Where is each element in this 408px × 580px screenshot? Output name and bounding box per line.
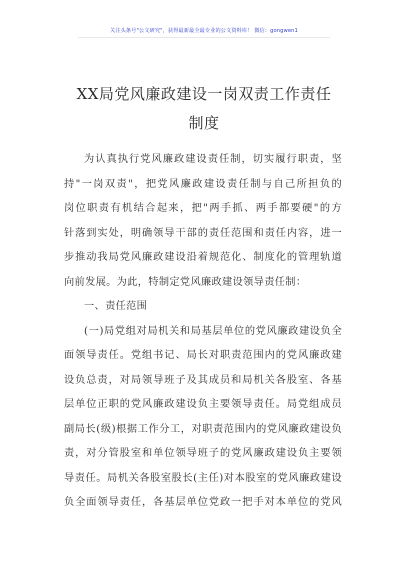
section1-line: (一)局党组对局机关和局基层单位的党风廉政建设负全 bbox=[84, 325, 342, 337]
intro-line: 向前发展。为此，特制定党风廉政建设领导责任制： bbox=[64, 276, 307, 288]
section1-line: 副局长(级)根据工作分工，对职责范围内的党风廉政建设负 bbox=[64, 423, 342, 435]
section-heading: 一、责任范围 bbox=[84, 301, 148, 312]
section1-line: 层单位正职的党风廉政建设负主要领导责任。局党组成员 bbox=[64, 399, 342, 410]
section1-line: 负全面领导责任，各基层单位党政一把手对本单位的党风 bbox=[64, 497, 342, 508]
intro-line: 针落到实处，明确领导干部的责任范围和责任内容，进一 bbox=[64, 227, 342, 239]
intro-line: 岗位职责有机结合起来，把"两手抓、两手都要硬"的方 bbox=[64, 203, 342, 214]
intro-paragraph bbox=[64, 148, 342, 320]
document-title-line-2: 制度 bbox=[188, 114, 220, 132]
section1-line: 导责任。局机关各股室股长(主任)对本股室的党风廉政建设 bbox=[64, 472, 342, 484]
intro-line: 步推动我局党风廉政建设沿着规范化、制度化的管理轨道 bbox=[64, 252, 342, 263]
section1-line: 设负总责，对局领导班子及其成员和局机关各股室、各基 bbox=[64, 374, 342, 386]
section1-line: 责，对分管股室和单位领导班子的党风廉政建设负主要领 bbox=[64, 448, 342, 459]
document-title-line-1: XX局党风廉政建设一岗双责工作责任 bbox=[76, 85, 332, 103]
header-divider bbox=[78, 37, 330, 38]
section1-paragraph bbox=[64, 320, 342, 516]
intro-line: 持"一岗双责"，把党风廉政建设责任制与自己所担负的 bbox=[64, 178, 342, 190]
section1-line: 面领导责任。党组书记、局长对职责范围内的党风廉政建 bbox=[64, 350, 342, 361]
header-note: 关注头条号"公文研究"，获得最新最全最专业的公文资料库！ 微信：gongwen1 bbox=[110, 28, 298, 34]
intro-line: 为认真执行党风廉政建设责任制，切实履行职责，坚 bbox=[84, 154, 342, 165]
